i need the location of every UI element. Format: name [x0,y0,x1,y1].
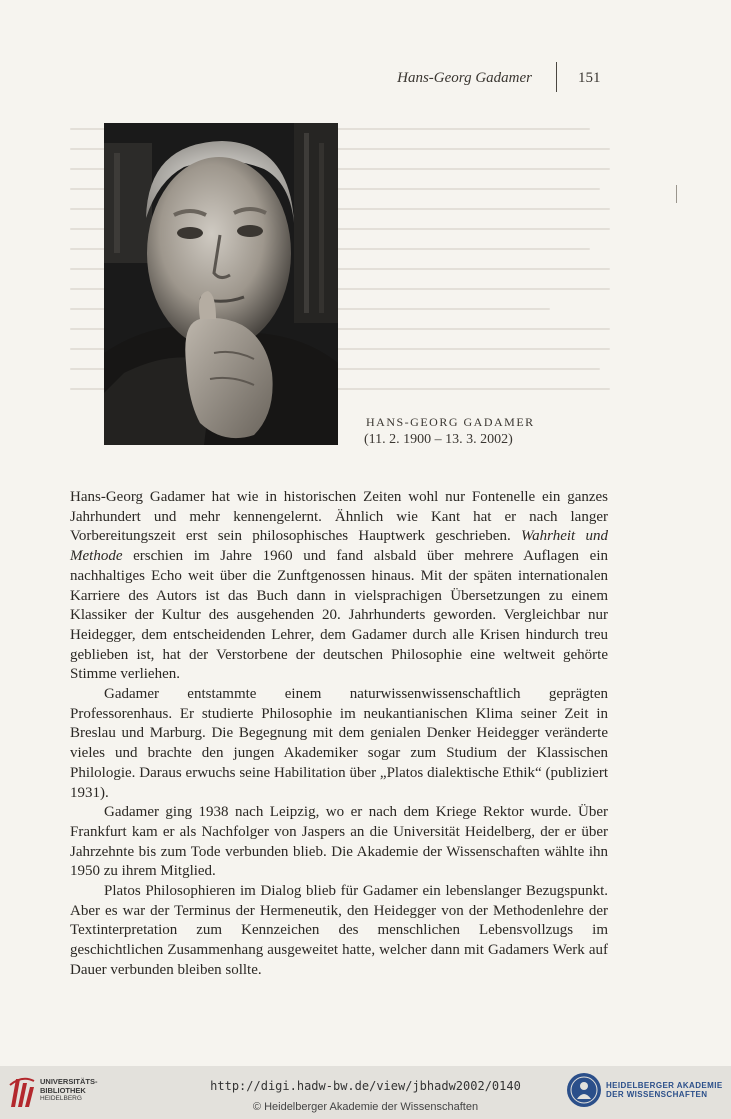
paragraph-2: Gadamer entstammte einem naturwissenwissenschaftlich geprägten Professorenhaus. Er studierte Philosophie im neukantianischen Klima seiner Zeit in Breslau und Marburg. Die Begegnung mit dem genialen Denker Heidegger veränderte vieles und brachte den jungen Akademiker sogar zum Studium der Klassischen Philologie. Daraus erwuchs seine Habilitation über „Platos dialektische Ethik“ (publiziert 1931). [70,686,608,801]
academy-name [606,1081,723,1099]
library-line-3: HEIDELBERG [40,1095,82,1102]
portrait-photo [104,123,338,445]
caption-name: HANS-GEORG GADAMER [366,415,535,429]
permalink-url[interactable]: http://digi.hadw-bw.de/view/jbhadw2002/0140 [210,1079,521,1093]
body-text [70,488,608,981]
paragraph-1 [70,488,608,685]
paragraph-1-start: Hans-Georg Gadamer hat wie in historischen Zeiten wohl nur Fontenelle ein ganzes Jahrhundert und mehr kennengelernt. Ähnlich wie Kant hat er nach langer Vorbereitungszeit erst sein philosophisches Hauptwerk geschrieben. [70,489,608,545]
paragraph-3: Gadamer ging 1938 nach Leipzig, wo er nach dem Kriege Rektor wurde. Über Frankfurt kam er als Nachfolger von Jaspers an die Universität Heidelberg, der er über Jahrzehnte bis zum Tode verbunden blieb. Die Akademie der Wissenschaften wählte ihn 1950 zu ihrem Mitglied. [70,804,608,880]
paragraph-4: Platos Philosophieren im Dialog blieb für Gadamer ein lebenslanger Bezugspunkt. Aber es war der Terminus der Hermeneutik, den Heidegger von der Methodenlehre der Textinterpretation zum Kennzeichen des menschlichen Lebensvollzugs im geschichtlichen Zusammenhang ausgeweitet hatte, welcher dann mit Gadamers Werk auf Dauer verbunden bleiben sollte. [70,883,608,978]
margin-mark [676,185,677,203]
caption-dates: (11. 2. 1900 – 13. 3. 2002) [364,432,513,447]
book-title: Wahrheit und Methode [70,528,608,565]
page-number: 151 [578,70,601,86]
header-divider [556,62,557,92]
academy-line-1: HEIDELBERGER AKADEMIE [606,1081,723,1090]
paragraph-1-end: erschien im Jahre 1960 und fand alsbald über mehrere Auflagen ein nachhaltiges Echo weit über die Zunftgenossen hinaus. Mit der späten internationalen Karriere des Autors ist das Buch dann in vielsprachigen Übersetzungen zu einem Klassiker der Kultur des ausgehenden 20. Jahrhunderts geworden. Vergleichbar nur Heidegger, dem entscheidenden Lehrer, dem Gadamer durch alle Krisen hindurch treu geblieben ist, hat der Verstorbene der deutschen Philosophie eine weltweit gehörte Stimme verliehen. [70,548,608,683]
library-line-2: BIBLIOTHEK [40,1085,86,1095]
library-line-1: UNIVERSITÄTS- [40,1077,98,1086]
copyright-notice: © Heidelberger Akademie der Wissenschaften [252,1101,479,1113]
hadw-seal-icon[interactable] [566,1072,602,1108]
academy-line-2: DER WISSENSCHAFTEN [606,1090,708,1099]
running-header-title: Hans-Georg Gadamer [397,70,532,86]
